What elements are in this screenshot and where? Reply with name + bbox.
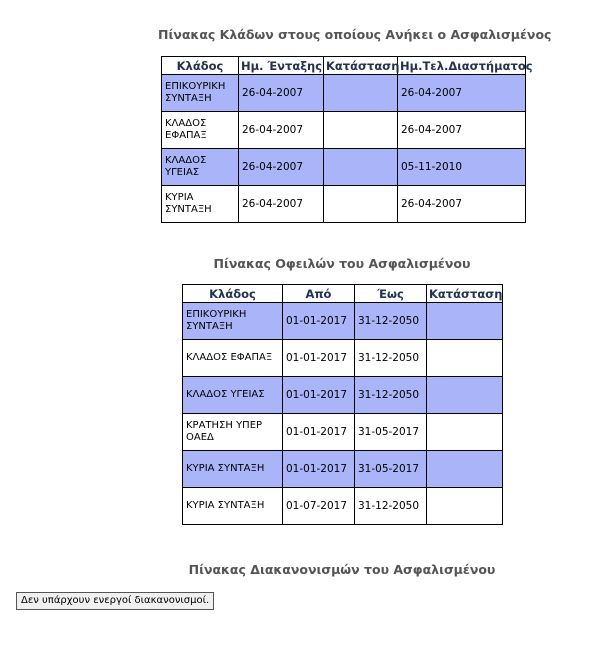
status-cell — [427, 414, 503, 451]
to-date-cell: 31-05-2017 — [355, 451, 427, 488]
status-cell — [427, 377, 503, 414]
settlements-title: Πίνακας Διακανονισμών του Ασφαλισμένου — [188, 562, 496, 577]
join-date-cell: 26-04-2007 — [239, 112, 324, 149]
table-row — [183, 451, 503, 488]
debts-table-title: Πίνακας Οφειλών του Ασφαλισμένου — [213, 256, 471, 271]
join-date-cell: 26-04-2007 — [239, 149, 324, 186]
table-row — [183, 340, 503, 377]
table-row — [162, 75, 526, 112]
column-header-to: Έως — [355, 285, 427, 303]
end-date-cell: 26-04-2007 — [398, 112, 526, 149]
branches-table-header-row — [162, 57, 526, 75]
to-date-cell: 31-12-2050 — [355, 303, 427, 340]
join-date-cell: 26-04-2007 — [239, 186, 324, 223]
from-date-cell: 01-01-2017 — [283, 451, 355, 488]
branch-cell: ΚΥΡΙΑ ΣΥΝΤΑΞΗ — [183, 451, 283, 488]
branch-cell: ΕΠΙΚΟΥΡΙΚΗ ΣΥΝΤΑΞΗ — [183, 303, 283, 340]
status-cell — [427, 451, 503, 488]
branch-cell: ΚΛΑΔΟΣ ΕΦΑΠΑΞ — [162, 112, 239, 149]
branches-table-title: Πίνακας Κλάδων στους οποίους Ανήκει ο Ασφαλισμένος — [158, 27, 552, 42]
from-date-cell: 01-07-2017 — [283, 488, 355, 525]
to-date-cell: 31-12-2050 — [355, 377, 427, 414]
from-date-cell: 01-01-2017 — [283, 303, 355, 340]
end-date-cell: 05-11-2010 — [398, 149, 526, 186]
end-date-cell: 26-04-2007 — [398, 75, 526, 112]
column-header-status: Κατάσταση — [427, 285, 503, 303]
column-header-end-date: Ημ.Τελ.Διαστήματος — [398, 57, 526, 75]
debts-table — [182, 284, 503, 525]
to-date-cell: 31-05-2017 — [355, 414, 427, 451]
table-row — [162, 112, 526, 149]
status-cell — [324, 112, 398, 149]
join-date-cell: 26-04-2007 — [239, 75, 324, 112]
from-date-cell: 01-01-2017 — [283, 377, 355, 414]
to-date-cell: 31-12-2050 — [355, 340, 427, 377]
status-cell — [427, 303, 503, 340]
column-header-branch: Κλάδος — [162, 57, 239, 75]
status-cell — [324, 75, 398, 112]
branch-cell: ΚΥΡΙΑ ΣΥΝΤΑΞΗ — [162, 186, 239, 223]
from-date-cell: 01-01-2017 — [283, 414, 355, 451]
branch-cell: ΚΡΑΤΗΣΗ ΥΠΕΡ ΟΑΕΔ — [183, 414, 283, 451]
table-row — [183, 377, 503, 414]
table-row — [162, 149, 526, 186]
branch-cell: ΚΛΑΔΟΣ ΥΓΕΙΑΣ — [162, 149, 239, 186]
table-row — [183, 303, 503, 340]
status-cell — [324, 186, 398, 223]
debts-table-header-row — [183, 285, 503, 303]
table-row — [162, 186, 526, 223]
end-date-cell: 26-04-2007 — [398, 186, 526, 223]
status-cell — [324, 149, 398, 186]
branch-cell: ΚΛΑΔΟΣ ΥΓΕΙΑΣ — [183, 377, 283, 414]
branch-cell: ΕΠΙΚΟΥΡΙΚΗ ΣΥΝΤΑΞΗ — [162, 75, 239, 112]
branches-table — [161, 56, 533, 223]
table-row — [183, 488, 503, 525]
status-cell — [427, 488, 503, 525]
branch-cell: ΚΛΑΔΟΣ ΕΦΑΠΑΞ — [183, 340, 283, 377]
no-settlements-message: Δεν υπάρχουν ενεργοί διακανονισμοί. — [16, 592, 214, 610]
column-header-status: Κατάσταση — [324, 57, 398, 75]
branch-cell: ΚΥΡΙΑ ΣΥΝΤΑΞΗ — [183, 488, 283, 525]
column-header-from: Από — [283, 285, 355, 303]
from-date-cell: 01-01-2017 — [283, 340, 355, 377]
to-date-cell: 31-12-2050 — [355, 488, 427, 525]
table-row — [183, 414, 503, 451]
column-header-join-date: Ημ. Ένταξης — [239, 57, 324, 75]
column-header-branch: Κλάδος — [183, 285, 283, 303]
status-cell — [427, 340, 503, 377]
